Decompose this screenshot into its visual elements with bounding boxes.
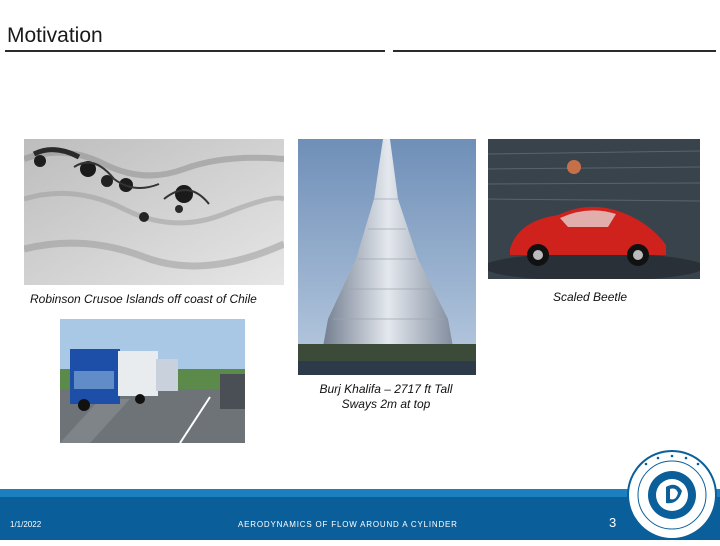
islands-caption: Robinson Crusoe Islands off coast of Chile <box>30 292 257 306</box>
beetle-caption: Scaled Beetle <box>553 290 628 304</box>
islands-vortex-image <box>24 139 284 285</box>
burj-caption <box>310 382 462 412</box>
burj-caption-line2: Sways 2m at top <box>341 397 431 411</box>
burj-khalifa-image <box>298 139 476 375</box>
footer-bar <box>0 489 720 540</box>
slide-title: Motivation <box>7 24 103 47</box>
trucks-highway-image <box>60 319 245 443</box>
burj-caption-line1: Burj Khalifa – 2717 ft Tall <box>319 382 453 396</box>
college-logo-icon <box>626 449 718 541</box>
page-number: 3 <box>609 515 617 530</box>
footer-title: AERODYNAMICS OF FLOW AROUND A CYLINDER <box>238 520 458 529</box>
scaled-beetle-image <box>488 139 700 279</box>
title-divider <box>5 50 716 52</box>
footer-date: 1/1/2022 <box>10 520 42 529</box>
